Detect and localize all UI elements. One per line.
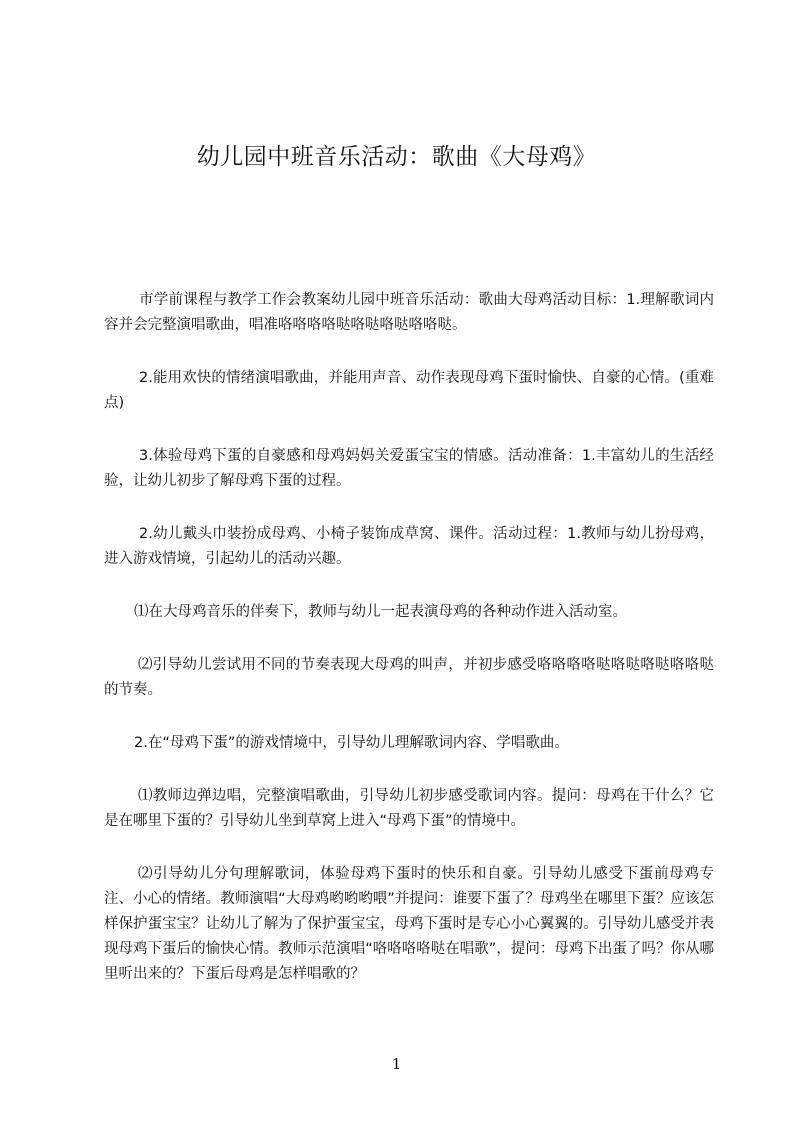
paragraph-step-2: 2.在“母鸡下蛋”的游戏情境中，引导幼儿理解歌词内容、学唱歌曲。 — [134, 735, 569, 751]
paragraph-step-2-1: ⑴教师边弹边唱，完整演唱歌曲，引导幼儿初步感受歌词内容。提问：母鸡在干什么？它是在哪里下蛋的？引导幼儿坐到草窝上进入“母鸡下蛋”的情境中。 — [104, 788, 714, 829]
paragraph-step-1-2: ⑵引导幼儿尝试用不同的节奏表现大母鸡的叫声，并初步感受咯咯咯咯哒咯哒咯哒咯咯哒的节奏。 — [104, 657, 714, 698]
document-body — [104, 288, 714, 1015]
document-title: 幼儿园中班音乐活动：歌曲《大母鸡》 — [196, 144, 597, 170]
paragraph-intro-objectives: 市学前课程与教学工作会教案幼儿园中班音乐活动：歌曲大母鸡活动目标：1.理解歌词内容并会完整演唱歌曲，唱准咯咯咯咯哒咯哒咯哒咯咯哒。 — [104, 292, 714, 333]
page-number: 1 — [391, 1055, 402, 1073]
paragraph-step-1-1: ⑴在大母鸡音乐的伴奏下，教师与幼儿一起表演母鸡的各种动作进入活动室。 — [134, 604, 627, 620]
paragraph-preparation-2-process: 2.幼儿戴头巾装扮成母鸡、小椅子装饰成草窝、课件。活动过程：1.教师与幼儿扮母鸡，进入游戏情境，引起幼儿的活动兴趣。 — [104, 526, 714, 567]
paragraph-step-2-2: ⑵引导幼儿分句理解歌词，体验母鸡下蛋时的快乐和自豪。引导幼儿感受下蛋前母鸡专注、小心的情绪。教师演唱“大母鸡哟哟哟喂”并提问：谁要下蛋了？母鸡坐在哪里下蛋？应该怎样保护蛋宝宝？让幼儿了解为了保护蛋宝宝，母鸡下蛋时是专心小心翼翼的。引导幼儿感受并表现母鸡下蛋后的愉快心情。教师示范演唱“咯咯咯咯哒在唱歌”，提问：母鸡下出蛋了吗？你从哪里听出来的？下蛋后母鸡是怎样唱歌的？ — [104, 866, 714, 982]
paragraph-objective-2: 2.能用欢快的情绪演唱歌曲，并能用声音、动作表现母鸡下蛋时愉快、自豪的心情。(重难点) — [104, 370, 714, 411]
paragraph-objective-3-preparation: 3.体验母鸡下蛋的自豪感和母鸡妈妈关爱蛋宝宝的情感。活动准备：1.丰富幼儿的生活经验，让幼儿初步了解母鸡下蛋的过程。 — [104, 448, 714, 489]
